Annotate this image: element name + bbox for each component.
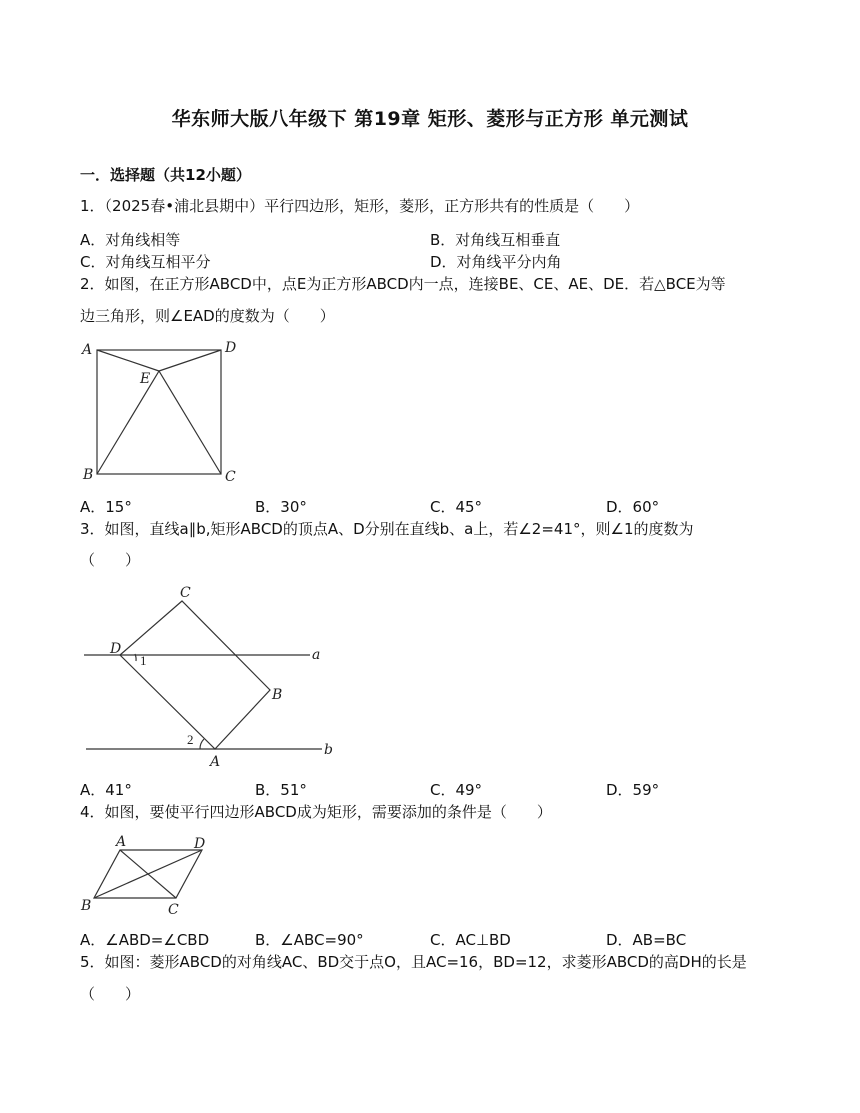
question-3-option-b[interactable]: B．51°: [255, 781, 307, 799]
question-1-option-d[interactable]: D．对角线平分内角: [430, 253, 562, 271]
question-2-option-a[interactable]: A．15°: [80, 498, 132, 516]
question-1-text: 1．（2025春•浦北县期中）平行四边形，矩形，菱形，正方形共有的性质是（ ）: [80, 197, 640, 215]
question-5-text-line2: （ ）: [80, 985, 141, 1003]
q4-label-d: D: [194, 836, 206, 852]
question-4-figure: [80, 832, 220, 922]
q3-label-d: D: [110, 641, 122, 657]
question-5-text-line1: 5．如图：菱形ABCD的对角线AC、BD交于点O，且AC=16，BD=12，求菱形ABCD的高DH的长是: [80, 953, 747, 971]
question-1-option-a[interactable]: A．对角线相等: [80, 231, 181, 249]
question-3-option-c[interactable]: C．49°: [430, 781, 483, 799]
q2-label-d: D: [225, 340, 237, 356]
question-3-text-line1: 3．如图，直线a∥b,矩形ABCD的顶点A、D分别在直线b、a上，若∠2=41°，则∠1的度数为: [80, 520, 694, 538]
question-2-text-line1: 2．如图，在正方形ABCD中，点E为正方形ABCD内一点，连接BE、CE、AE、DE．若△BCE为等: [80, 275, 726, 293]
question-1-option-c[interactable]: C．对角线互相平分: [80, 253, 211, 271]
question-1-option-b[interactable]: B．对角线互相垂直: [430, 231, 561, 249]
question-2-option-b[interactable]: B．30°: [255, 498, 307, 516]
question-2-figure: [80, 338, 250, 488]
q2-label-e: E: [140, 371, 151, 387]
question-4-option-d[interactable]: D．AB=BC: [606, 931, 687, 949]
q3-line-a-label: a: [312, 647, 321, 663]
question-3-option-d[interactable]: D．59°: [606, 781, 660, 799]
question-4-option-b[interactable]: B．∠ABC=90°: [255, 931, 364, 949]
question-4-text: 4．如图，要使平行四边形ABCD成为矩形，需要添加的条件是（ ）: [80, 803, 552, 821]
question-4-option-c[interactable]: C．AC⊥BD: [430, 931, 511, 949]
q3-angle-1-label: 1: [140, 653, 147, 668]
q4-label-c: C: [168, 902, 179, 918]
page-title: 华东师大版八年级下 第19章 矩形、菱形与正方形 单元测试: [171, 108, 689, 130]
q3-line-b-label: b: [324, 742, 333, 758]
q3-label-a: A: [210, 754, 221, 770]
q3-angle-2-label: 2: [187, 732, 194, 747]
question-3-text-line2: （ ）: [80, 551, 141, 569]
question-2-text-line2: 边三角形，则∠EAD的度数为（ ）: [80, 307, 335, 325]
q2-label-b: B: [83, 467, 94, 483]
q4-label-a: A: [116, 834, 127, 850]
section-heading: 一．选择题（共12小题）: [80, 166, 251, 184]
question-3-figure: [80, 580, 340, 770]
question-2-option-d[interactable]: D．60°: [606, 498, 660, 516]
question-2-option-c[interactable]: C．45°: [430, 498, 483, 516]
question-4-option-a[interactable]: A．∠ABD=∠CBD: [80, 931, 210, 949]
question-3-option-a[interactable]: A．41°: [80, 781, 132, 799]
q2-label-a: A: [82, 342, 93, 358]
q4-label-b: B: [81, 898, 92, 914]
q3-label-c: C: [180, 585, 191, 601]
q3-label-b: B: [272, 687, 283, 703]
q2-label-c: C: [225, 469, 236, 485]
